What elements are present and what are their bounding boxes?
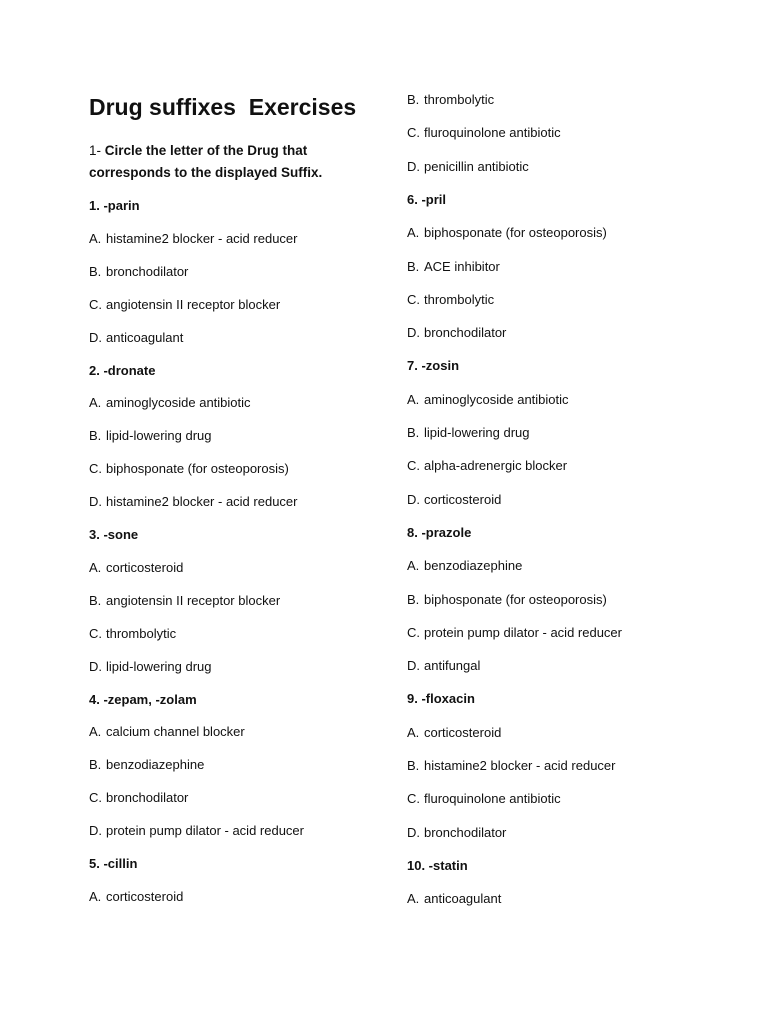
- option-letter: A.: [407, 225, 420, 241]
- answer-option: [407, 323, 506, 343]
- option-letter: C.: [407, 125, 420, 141]
- option-letter: D.: [407, 325, 420, 341]
- option-letter: B.: [407, 425, 420, 440]
- answer-option: [407, 823, 506, 843]
- option-text: bronchodilator: [424, 325, 507, 341]
- option-text: antifungal: [424, 658, 481, 674]
- option-letter: A.: [89, 395, 102, 411]
- question-heading: 3. -sone: [89, 527, 139, 542]
- answer-option: [89, 459, 289, 479]
- option-letter: D.: [407, 658, 420, 674]
- answer-option: [89, 295, 280, 315]
- question-heading: 2. -dronate: [89, 362, 156, 378]
- answer-option: [407, 423, 530, 443]
- option-letter: C.: [89, 625, 102, 641]
- option-text: benzodiazephine: [106, 757, 205, 773]
- answer-option: [89, 821, 304, 841]
- answer-option: [407, 723, 501, 743]
- option-text: biphosponate (for osteoporosis): [106, 461, 289, 477]
- option-text: histamine2 blocker - acid reducer: [106, 230, 298, 246]
- option-letter: C.: [407, 624, 420, 640]
- option-letter: D.: [407, 491, 420, 507]
- answer-option: [407, 456, 567, 476]
- answer-option: [407, 490, 501, 510]
- option-text: corticosteroid: [424, 491, 502, 507]
- option-letter: A.: [407, 891, 420, 907]
- option-text: fluroquinolone antibiotic: [424, 125, 561, 141]
- option-letter: D.: [407, 158, 420, 174]
- option-letter: B.: [89, 757, 102, 773]
- page-title: Drug suffixes Exercises: [89, 94, 357, 120]
- answer-option: [407, 756, 615, 776]
- question-heading: 6. -pril: [407, 191, 447, 207]
- option-text: protein pump dilator - acid reducer: [424, 624, 622, 640]
- option-text: anticoagulant: [106, 329, 184, 345]
- option-letter: B.: [407, 591, 420, 607]
- answer-option: [89, 722, 245, 742]
- option-text: calcium channel blocker: [106, 724, 245, 740]
- option-letter: A.: [407, 391, 420, 407]
- option-text: benzodiazephine: [424, 558, 523, 574]
- answer-option: [89, 558, 183, 578]
- answer-option: [407, 390, 569, 410]
- question-heading: 7. -zosin: [407, 358, 460, 374]
- answer-option: [407, 123, 561, 143]
- option-text: aminoglycoside antibiotic: [106, 395, 251, 411]
- option-text: aminoglycoside antibiotic: [424, 391, 569, 407]
- answer-option: [407, 290, 494, 310]
- option-letter: A.: [89, 724, 102, 740]
- option-letter: C.: [89, 461, 102, 477]
- answer-option: [407, 257, 500, 277]
- option-letter: A.: [407, 724, 420, 740]
- option-letter: B.: [89, 428, 102, 444]
- answer-option: [89, 788, 188, 808]
- question-heading: 9. -floxacin: [407, 691, 475, 707]
- question-heading: 8. -prazole: [407, 524, 472, 540]
- option-text: biphosponate (for osteoporosis): [424, 225, 607, 241]
- answer-option: [407, 623, 622, 643]
- answer-option: [89, 755, 204, 775]
- instruction-number: 1-: [89, 143, 102, 158]
- question-heading: 1. -parin: [89, 198, 140, 213]
- answer-option: [89, 426, 212, 446]
- option-text: thrombolytic: [424, 291, 495, 307]
- question-heading: 5. -cillin: [89, 856, 138, 871]
- answer-option: [89, 229, 297, 249]
- answer-option: [89, 591, 280, 611]
- option-letter: B.: [89, 592, 102, 608]
- answer-option: [407, 889, 501, 909]
- option-text: lipid-lowering drug: [424, 425, 530, 440]
- option-letter: D.: [407, 824, 420, 840]
- answer-option: [89, 657, 212, 677]
- option-text: anticoagulant: [424, 891, 502, 907]
- option-text: thrombolytic: [106, 625, 177, 641]
- option-text: lipid-lowering drug: [106, 428, 212, 444]
- option-letter: C.: [89, 296, 102, 312]
- option-letter: A.: [89, 888, 102, 904]
- option-text: bronchodilator: [424, 824, 507, 840]
- answer-option: [407, 789, 561, 809]
- option-letter: D.: [89, 329, 102, 345]
- option-text: angiotensin II receptor blocker: [106, 592, 281, 608]
- option-text: corticosteroid: [106, 888, 184, 904]
- option-letter: B.: [407, 758, 420, 773]
- option-text: bronchodilator: [106, 790, 189, 806]
- option-text: histamine2 blocker - acid reducer: [106, 494, 298, 510]
- option-text: ACE inhibitor: [424, 258, 500, 274]
- answer-option: [407, 656, 480, 676]
- answer-option: [407, 556, 522, 576]
- option-text: histamine2 blocker - acid reducer: [424, 758, 616, 773]
- option-letter: D.: [89, 658, 102, 674]
- answer-option: [89, 624, 176, 644]
- option-text: corticosteroid: [106, 559, 184, 575]
- answer-option: [407, 90, 494, 110]
- answer-option: [89, 262, 188, 282]
- answer-option: [89, 887, 183, 907]
- option-text: alpha-adrenergic blocker: [424, 458, 568, 474]
- option-text: thrombolytic: [424, 92, 495, 107]
- option-letter: B.: [89, 263, 102, 279]
- answer-option: [89, 328, 183, 348]
- answer-option: [407, 590, 607, 610]
- option-text: penicillin antibiotic: [424, 158, 529, 174]
- question-heading: 4. -zepam, -zolam: [89, 691, 197, 707]
- option-letter: B.: [407, 92, 420, 107]
- option-text: bronchodilator: [106, 263, 189, 279]
- instruction-text: Circle the letter of the Drug that corresponds to the displayed Suffix.: [89, 143, 323, 180]
- option-letter: C.: [407, 291, 420, 307]
- instruction: [89, 140, 379, 184]
- option-text: biphosponate (for osteoporosis): [424, 591, 607, 607]
- option-text: lipid-lowering drug: [106, 658, 212, 674]
- answer-option: [89, 492, 297, 512]
- option-letter: A.: [89, 559, 102, 575]
- option-letter: A.: [407, 558, 420, 574]
- option-text: angiotensin II receptor blocker: [106, 296, 281, 312]
- option-text: protein pump dilator - acid reducer: [106, 823, 304, 839]
- option-letter: C.: [407, 791, 420, 807]
- option-letter: D.: [89, 823, 102, 839]
- answer-option: [89, 393, 251, 413]
- option-text: fluroquinolone antibiotic: [424, 791, 561, 807]
- question-heading: 10. -statin: [407, 857, 468, 873]
- option-letter: C.: [407, 458, 420, 474]
- answer-option: [407, 157, 529, 177]
- option-letter: C.: [89, 790, 102, 806]
- option-letter: B.: [407, 258, 420, 274]
- answer-option: [407, 223, 607, 243]
- option-text: corticosteroid: [424, 724, 502, 740]
- option-letter: D.: [89, 494, 102, 510]
- option-letter: A.: [89, 230, 102, 246]
